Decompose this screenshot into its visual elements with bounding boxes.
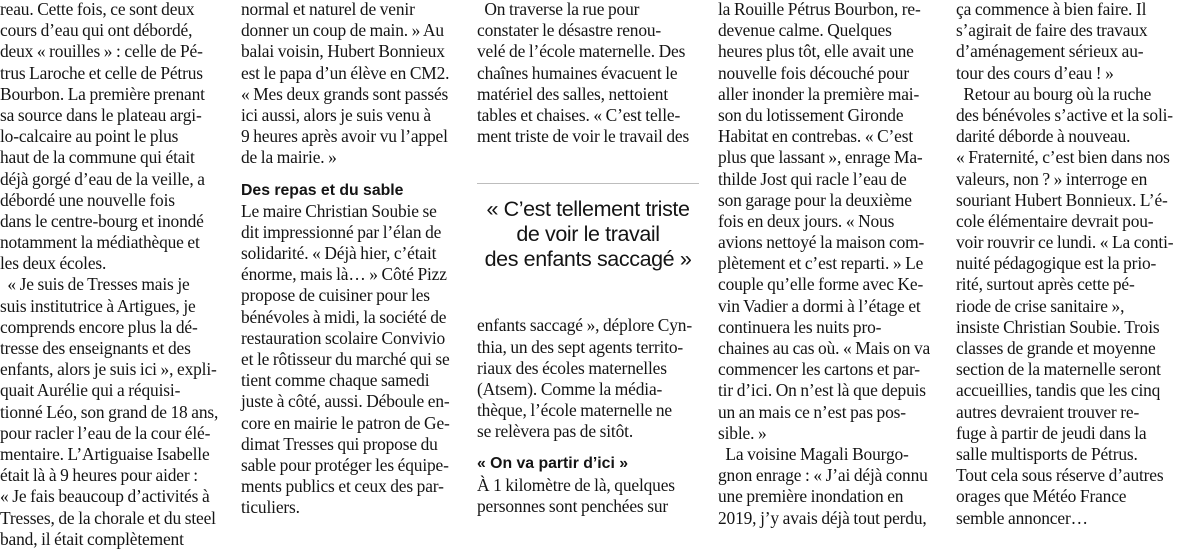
text-line: (Atsem). Comme la média- [477, 378, 663, 399]
text-line: souriant Hubert Bonnieux. L’é- [956, 189, 1168, 210]
text-line: riode de crise sanitaire », [956, 295, 1125, 316]
text-line: normal et naturel de venir [241, 0, 415, 19]
text-line: thilde Jost qui racle l’eau de [718, 168, 907, 189]
text-line: salle multisports de Pétrus. [956, 443, 1138, 464]
text-line: lo-calcaire au point le plus [0, 126, 179, 147]
text-line: deux « rouilles » : celle de Pé- [0, 41, 203, 62]
text-line: insiste Christian Soubie. Trois [956, 316, 1160, 337]
text-line: trus Laroche et celle de Pétrus [0, 62, 203, 83]
text-line: constater le désastre renou- [477, 20, 662, 41]
text-line: bénévoles à midi, la société de [241, 306, 447, 327]
text-line: heures plus tôt, elle avait une [718, 41, 914, 62]
text-line: ment triste de voir le travail des [477, 126, 690, 147]
text-line: déjà gorgé d’eau de la veille, a [0, 168, 205, 189]
text-line: « Je suis de Tresses mais je [0, 274, 190, 295]
text-line: d’aménagement sérieux au- [956, 41, 1144, 62]
text-line: Tout cela sous réserve d’autres [956, 465, 1164, 486]
article-column-5 [956, 0, 1180, 529]
text-line: tresse des enseignants et des [0, 338, 191, 358]
text-line: band, il était complètement [0, 528, 184, 549]
text-line: aller inonder la première mai- [718, 83, 920, 104]
column-3-paragraph-a [477, 0, 699, 147]
text-line: 2019, j’y avais déjà tout perdu, [718, 507, 927, 528]
text-line: personnes sont penchées sur [477, 495, 669, 516]
text-line: thia, un des sept agents territo- [477, 336, 684, 357]
text-line: restauration scolaire Convivio [241, 327, 446, 348]
text-line: sible. » [718, 422, 767, 443]
text-line: ça commence à bien faire. Il [956, 0, 1147, 19]
article-column-2 [241, 0, 459, 519]
text-line: Tresses, de la chorale et du steel [0, 507, 216, 528]
text-line: « C’est tellement triste [486, 197, 690, 222]
text-line: riaux des écoles maternelles [477, 357, 667, 378]
text-line: classes de grande et moyenne [956, 338, 1156, 358]
text-line: chaines au cas où. « Mais on va [718, 338, 931, 358]
column-3-paragraph-b [477, 315, 699, 442]
text-line: rité, surtout après cette pé- [956, 274, 1135, 295]
text-line: autres devraient trouver re- [956, 401, 1140, 422]
text-line: voir rouvrir ce lundi. « La conti- [956, 232, 1174, 253]
text-line: La voisine Magali Bourgo- [718, 443, 909, 464]
text-line: semble annoncer… [956, 507, 1088, 528]
text-line: reau. Cette fois, ce sont deux [0, 0, 195, 19]
text-line: sa source dans le plateau argi- [0, 104, 202, 125]
text-line: dimat Tresses qui propose du [241, 433, 438, 454]
text-line: core en mairie le patron de Ge- [241, 412, 450, 433]
text-line: tient comme chaque samedi [241, 370, 430, 391]
text-line: plus que lassant », enrage Ma- [718, 147, 923, 168]
text-line: « Fraternité, c’est bien dans nos [956, 147, 1170, 168]
text-line: débordé une nouvelle fois [0, 189, 175, 210]
text-line: un an mais ce n’est pas pos- [718, 401, 906, 422]
text-line: est le papa d’un élève en CM2. [241, 62, 450, 83]
text-line: devenue calme. Quelques [718, 20, 892, 41]
text-line: thèque, l’école maternelle ne [477, 400, 673, 421]
text-line: darité déborde à nouveau. [956, 126, 1131, 147]
text-line: haut de la commune qui était [0, 147, 195, 168]
text-line: section de la maternelle seront [956, 359, 1161, 380]
text-line: énorme, mais là… » Côté Pizz [241, 264, 447, 285]
text-line: mentaire. L’Artiguaise Isabelle [0, 443, 210, 464]
text-line: Bourbon. La première prenant [0, 83, 205, 104]
text-line: 9 heures après avoir vu l’appel [241, 126, 448, 147]
text-line: balai voisin, Hubert Bonnieux [241, 41, 445, 62]
article-column-1 [0, 0, 218, 550]
text-line: des enfants saccagé » [484, 247, 692, 272]
text-line: « Mes deux grands sont passés [241, 83, 449, 104]
text-line: valeurs, non ? » interroge en [956, 168, 1148, 189]
text-line: tionné Léo, son grand de 18 ans, [0, 401, 219, 422]
text-line: fuge à partir de jeudi dans la [956, 422, 1147, 443]
text-line: Habitat en contrebas. « C’est [718, 126, 914, 147]
text-line: dans le centre-bourg et inondé [0, 210, 204, 231]
text-line: velé de l’école maternelle. Des [477, 41, 686, 62]
text-line: de la mairie. » [241, 147, 337, 168]
text-line: se relèvera pas de sitôt. [477, 421, 634, 442]
text-line: nouvelle fois découché pour [718, 62, 909, 83]
text-line: plètement et c’est reparti. » Le [718, 253, 924, 274]
text-line: quait Aurélie qui a réquisi- [0, 380, 181, 401]
text-line: son garage pour la deuxième [718, 189, 912, 210]
text-line: tables et chaises. « C’est telle- [477, 104, 681, 125]
text-line: enfants, alors je suis ici », expli- [0, 359, 217, 380]
text-line: cole élémentaire devrait pou- [956, 210, 1154, 231]
text-line: juste à côté, aussi. Déboule en- [241, 391, 450, 412]
text-line: fois en deux jours. « Nous [718, 210, 895, 231]
text-line: une première inondation en [718, 486, 904, 507]
text-line: de voir le travail [516, 222, 660, 247]
text-line: donner un coup de main. » Au [241, 20, 444, 41]
text-line: tir d’ici. On n’est là que depuis [718, 380, 926, 401]
text-line: avions nettoyé la maison com- [718, 232, 925, 253]
text-line: et le rôtisseur du marché qui se [241, 349, 450, 369]
section-heading-repas: Des repas et du sable [241, 181, 404, 199]
text-line: propose de cuisiner pour les [241, 285, 430, 306]
text-line: enfants saccagé », déplore Cyn- [477, 315, 692, 336]
text-line: chaînes humaines évacuent le [477, 62, 678, 83]
text-line: solidarité. « Déjà hier, c’était [241, 243, 437, 264]
text-line: s’agirait de faire des travaux [956, 20, 1148, 41]
text-line: À 1 kilomètre de là, quelques [477, 474, 675, 495]
text-line: pour racler l’eau de la cour élé- [0, 422, 211, 443]
text-line: matériel des salles, nettoient [477, 83, 669, 104]
text-line: des bénévoles s’active et la soli- [956, 104, 1173, 125]
text-line: comprends encore plus la dé- [0, 316, 198, 337]
text-line: cours d’eau qui ont débordé, [0, 20, 193, 41]
text-line: On traverse la rue pour [477, 0, 640, 19]
text-line: suis institutrice à Artigues, je [0, 295, 196, 316]
text-line: Le maire Christian Soubie se [241, 200, 437, 221]
text-line: son du lotissement Gironde [718, 104, 904, 125]
text-line: ticuliers. [241, 497, 300, 518]
text-line: accueillies, tandis que les cinq [956, 380, 1161, 401]
text-line: Retour au bourg où la ruche [956, 83, 1152, 104]
text-line: nuité pédagogique est la prio- [956, 253, 1157, 274]
text-line: la Rouille Pétrus Bourbon, re- [718, 0, 921, 19]
text-line: les deux écoles. [0, 253, 107, 274]
text-line: dit impressionné par l’élan de [241, 221, 442, 242]
column-2-paragraph-b [241, 201, 459, 519]
column-2-paragraph-a [241, 0, 459, 169]
text-line: couple qu’elle forme avec Ke- [718, 274, 924, 295]
text-line: continuera les nuits pro- [718, 316, 882, 337]
text-line: sable pour protéger les équipe- [241, 454, 449, 475]
text-line: « Je fais beaucoup d’activités à [0, 486, 210, 507]
text-line: était là à 9 heures pour aider : [0, 465, 198, 486]
text-line: tour des cours d’eau ! » [956, 62, 1114, 83]
text-line: gnon enrage : « J’ai déjà connu [718, 465, 928, 486]
text-line: orages que Météo France [956, 486, 1127, 507]
column-3-paragraph-c [477, 475, 699, 517]
text-line: commencer les cartons et par- [718, 359, 920, 380]
article-column-4 [718, 0, 938, 529]
pull-quote [477, 183, 699, 315]
section-heading-partir: « On va partir d’ici » [477, 455, 629, 473]
article-column-3 [477, 0, 699, 517]
text-line: ici aussi, alors je suis venu à [241, 104, 431, 125]
text-line: ments publics et ceux des par- [241, 476, 444, 497]
text-line: vin Vadier a dormi à l’étage et [718, 295, 921, 316]
text-line: notamment la médiathèque et [0, 232, 200, 253]
